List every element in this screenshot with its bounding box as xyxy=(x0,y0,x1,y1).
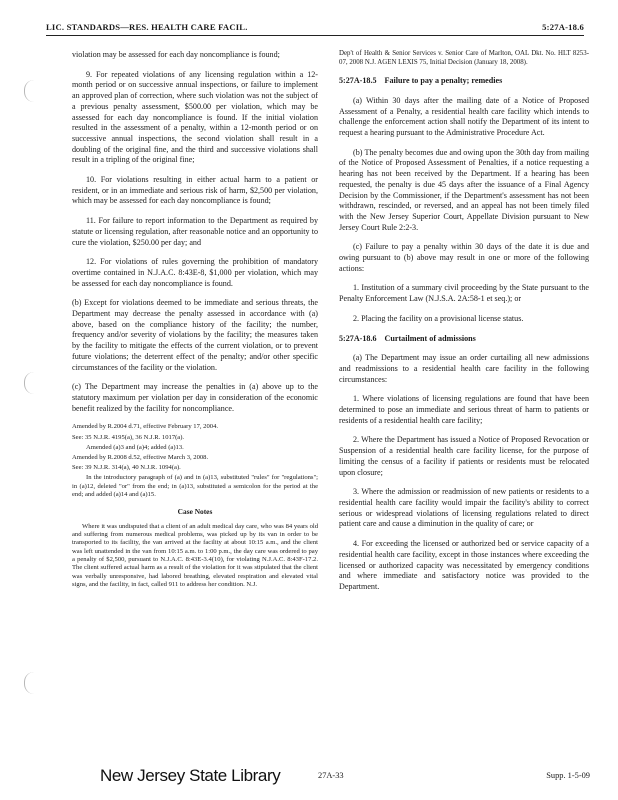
library-logo: New Jersey State Library xyxy=(100,766,281,785)
list-item-2: 2. Where the Department has issued a Notice of Proposed Revocation or Suspension of a residential health care facility license, for the purpose of limiting the census of a facility if patients or residents must be relocated upon closure; xyxy=(339,435,589,477)
header-section-number: 5:27A-18.6 xyxy=(542,22,584,32)
left-column xyxy=(72,50,318,598)
supplement-date: Supp. 1-5-09 xyxy=(546,771,590,780)
list-item-4: 4. For exceeding the licensed or authorized bed or service capacity of a residential health care facility, except in those instances where exceeding the licensed or authorized capacity was necessitated by emergency conditions and where immediate and satisfactory notice was provided to the Department. xyxy=(339,539,589,591)
list-item-2: 2. Placing the facility on a provisional license status. xyxy=(353,313,524,323)
page-number: 27A-33 xyxy=(318,771,344,780)
right-column xyxy=(339,50,589,602)
running-header xyxy=(46,22,584,36)
case-citation: Dep't of Health & Senior Services v. Senior Care of Marlton, OAL Dkt. No. HLT 8253-07, 2008 N.J. AGEN LEXIS 75, Initial Decision (January 18, 2008). xyxy=(339,50,589,66)
case-notes-heading: Case Notes xyxy=(177,507,213,517)
section-title: Curtailment of admissions xyxy=(384,333,476,343)
paragraph-12: 12. For violations of rules governing the prohibition of mandatory overtime contained in N.J.A.C. 8:43E-8, $1,000 per violation, which may be assessed for each day noncompliance is found. xyxy=(72,257,318,288)
list-item-1: 1. Institution of a summary civil proceeding by the State pursuant to the Penalty Enforcement Law (N.J.S.A. 2A:58-1 et seq.); or xyxy=(339,283,589,304)
binding-hole-mark xyxy=(24,372,35,394)
binding-hole-mark xyxy=(24,80,35,102)
case-note: Where it was undisputed that a client of an adult medical day care, who was 84 years old and suffering from numerous medical problems, was picked up by its van in order to be transported to its facility, the van arrived at the facility at about 10:15 a.m., and the client was left unattended in the van from 10:15 a.m. to 1:00 p.m., the day care was ordered to pay a penalty of $2,500, pursuant to N.J.A.C. 8:43E-3.4(10), for violating N.J.A.C. 8:43F-17.2. The client suffered actual harm as a result of the violation for it was stipulated that the client was verbally unresponsive, had labored breathing, elevated respiration and elevated vital signs, and the facility, in fact, called 911 to address her condition. N.J. xyxy=(72,522,318,588)
subsection-c: (c) The Department may increase the penalties in (a) above up to the statutory maximum per violation per day in consideration of the economic benefit realized by the facility for noncompliance. xyxy=(72,382,318,413)
paragraph: violation may be assessed for each day noncompliance is found; xyxy=(72,50,280,59)
subsection-b: (b) Except for violations deemed to be immediate and serious threats, the Department may decrease the penalty assessed in accordance with (a) above, based on the compliance history of the facility; the number, frequency and/or severity of violations by the facility; the measures taken by the facility to mitigate the effects of the current violation, or to prevent future violations; the deterrent effect of the penalty; and/or other specific circumstances of the facility or the violation. xyxy=(72,298,318,372)
amendment-note: See: 39 N.J.R. 314(a), 40 N.J.R. 1094(a). xyxy=(72,464,181,472)
section-title: Failure to pay a penalty; remedies xyxy=(384,76,503,86)
subsection-c: (c) Failure to pay a penalty within 30 days of the date it is due and owing pursuant to (b) above may result in one or more of the following actions: xyxy=(339,242,589,273)
list-item-3: 3. Where the admission or readmission of new patients or residents to a residential health care facility would impair the facility's ability to correct serious or widespread violations of licensing regulations related to direct patient care and cause a diminution in the quality of care; or xyxy=(339,487,589,529)
section-number: 5:27A-18.5 xyxy=(339,76,377,86)
amendment-note: Amended (a)3 and (a)4; added (a)13. xyxy=(86,443,184,451)
amendment-note: Amended by R.2004 d.71, effective February 17, 2004. xyxy=(72,423,219,431)
paragraph-11: 11. For failure to report information to the Department as required by statute or licensing regulation, after reasonable notice and an opportunity to cure the violation, $250.00 per day; and xyxy=(72,216,318,247)
subsection-a: (a) The Department may issue an order curtailing all new admissions and readmissions to a residential health care facility in the following circumstances: xyxy=(339,353,589,384)
section-number: 5:27A-18.6 xyxy=(339,333,377,343)
section-heading-18-6 xyxy=(339,334,589,345)
paragraph-9: 9. For repeated violations of any licensing regulation within a 12-month period or on successive annual inspections, or failure to implement an approved plan of correction, where such violation was not the subject of a previous penalty assessment, $500.00 per violation, which may be assessed for each day noncompliance is found. If the initial violation resulted in the assessment of a penalty, within a 12-month period or on successive annual inspections, the second violation shall result in a doubling of the original fine, and the third and successive violations shall result in a tripling of the original fine; xyxy=(72,69,318,165)
list-item-1: 1. Where violations of licensing regulations are found that have been determined to pose an immediate and serious threat of harm to patients or residents of a residential health care facility; xyxy=(339,394,589,425)
header-title: LIC. STANDARDS—RES. HEALTH CARE FACIL. xyxy=(46,22,248,32)
binding-hole-mark xyxy=(24,672,35,694)
section-heading-18-5 xyxy=(339,76,589,87)
amendment-note: Amended by R.2008 d.52, effective March 3, 2008. xyxy=(72,454,209,461)
subsection-a: (a) Within 30 days after the mailing date of a Notice of Proposed Assessment of a Penalty, a residential health care facility which intends to challenge the enforcement action shall notify the Department of its intent to request a hearing pursuant to the Administrative Procedure Act. xyxy=(339,95,589,137)
amendment-note: See: 35 N.J.R. 4195(a), 36 N.J.R. 1017(a). xyxy=(72,433,185,441)
page-footer xyxy=(100,766,590,788)
subsection-b: (b) The penalty becomes due and owing upon the 30th day from mailing of the Notice of Proposed Assessment of Penalties, if a notice requesting a hearing has not been received by the Department. If a hearing has been requested, the penalty is due 45 days after the issuance of a Final Agency Decision by the Commissioner, if the Department's assessment has not been withdrawn, rescinded, or reversed, and an appeal has not been timely filed with the New Jersey Superior Court, Appellate Division pursuant to New Jersey Court Rule 2:2-3. xyxy=(339,147,589,232)
paragraph-10: 10. For violations resulting in either actual harm to a patient or resident, or in an immediate and serious risk of harm, $2,500 per violation, which may be assessed for each day noncompliance is found; xyxy=(72,175,318,206)
amendment-note: In the introductory paragraph of (a) and in (a)13, substituted "rules" for "regulations"; in (a)12, deleted "or" from the end; in (a)13, substituted a semicolon for the period at the end; and added (a)14 and (a)15. xyxy=(72,474,318,498)
